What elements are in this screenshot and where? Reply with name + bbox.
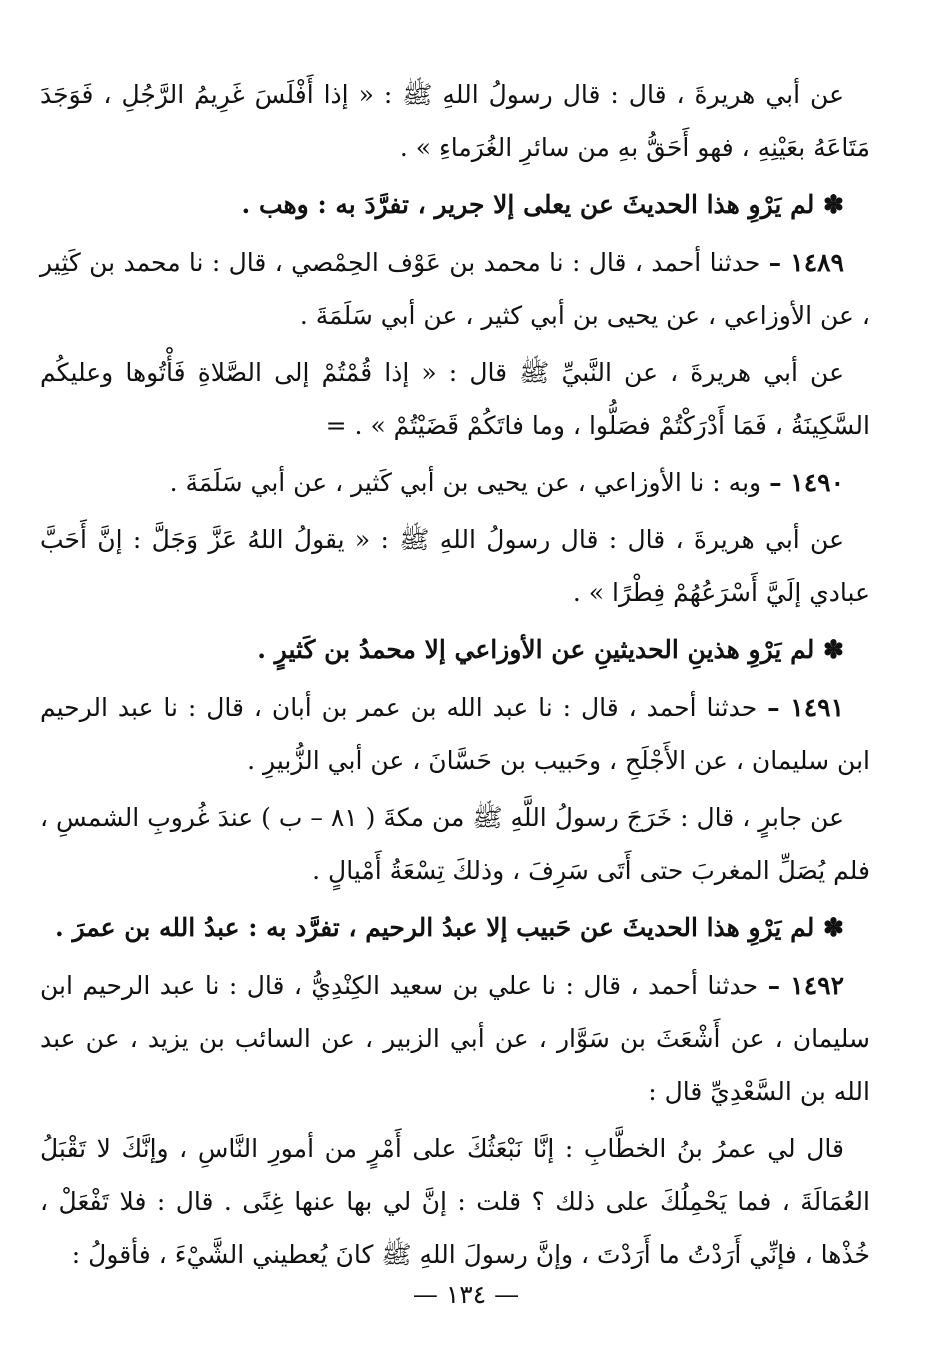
matn-paragraph: قال لي عمرُ بنُ الخطَّابِ : إنَّا نَبْعَثُكَ على أَمْرٍ من أمورِ النَّاسِ ، وإنَّكَ لا تَقْبَلُ العُمَالَةَ ، فما يَحْمِلُكَ على ذلك ؟ قلت : إنَّ لي بها عنها غِنًى . قال : فلا تَفْعَلْ ، خُذْها ، فإنِّي أَرَدْتُ ما أَرَدْتَ ، وإنَّ رسولَ اللهِ ﷺ كانَ يُعطيني الشَّيْءَ ، فأقولُ :	[40, 1134, 870, 1269]
matn-paragraph: عن أبي هريرةَ ، قال : قال رسولُ اللهِ ﷺ : « إذا أَفْلَسَ غَرِيمُ الرَّجُلِ ، فَوَجَدَ مَتَاعَهُ بعَيْنِهِ ، فهو أَحَقُّ بهِ من سائرِ الغُرَماءِ » .	[40, 80, 870, 162]
hadith-number: ١٤٩٢ –	[767, 971, 844, 1000]
commentary-note: ✽ لم يَرْوِ هذا الحديثَ عن حَبيب إلا عبدُ الرحيم ، تفرَّد به : عبدُ الله بن عمرَ .	[55, 913, 844, 942]
isnad-text: حدثنا أحمد ، قال : نا عبد الله بن عمر بن أبان ، قال : نا عبد الرحيم ابن سليمان ، عن الأَجْلَحِ ، وحَبيب بن حَسَّانَ ، عن أبي الزُّبيرِ .	[40, 693, 870, 775]
page-number: — ١٣٤ —	[412, 1280, 520, 1309]
isnad-text: وبه : نا الأوزاعي ، عن يحيى بن أبي كَثير ، عن أبي سَلَمَةَ .	[169, 468, 762, 497]
commentary-note: ✽ لم يَرْوِ هذينِ الحديثينِ عن الأوزاعي إلا محمدُ بن كَثيرٍ .	[257, 635, 844, 664]
hadith-number: ١٤٩١ –	[767, 693, 844, 722]
isnad-text: حدثنا أحمد ، قال : نا محمد بن عَوْف الحِمْصي ، قال : نا محمد بن كَثِير ، عن الأوزاعي ، عن يحيى بن أبي كثير ، عن أبي سَلَمَةَ .	[40, 248, 870, 330]
matn-paragraph: عن أبي هريرةَ ، عن النَّبيِّ ﷺ قال : « إذا قُمْتُمْ إلى الصَّلاةِ فَأْتُوها وعليكُم السَّكِينَةُ ، فَمَا أَدْرَكْتُمْ فصَلُّوا ، وما فاتَكُمْ قَضَيْتُمْ » . =	[40, 358, 870, 440]
isnad-text: حدثنا أحمد ، قال : نا علي بن سعيد الكِنْدِيُّ ، قال : نا عبد الرحيم ابن سليمان ، عن أَشْعَثَ بن سَوَّار ، عن أبي الزبير ، عن السائب بن يزيد ، عن عبد الله بن السَّعْدِيِّ قال :	[40, 971, 870, 1106]
hadith-isnad-1491	[40, 681, 870, 787]
matn-paragraph: عن جابرٍ ، قال : خَرَجَ رسولُ اللَّهِ ﷺ من مكةَ ( ٨١ – ب ) عندَ غُروبِ الشمسِ ، فلم يُصَلِّ المغربَ حتى أَتَى سَرِفَ ، وذلكَ تِسْعَةُ أَمْيالٍ .	[40, 803, 870, 885]
hadith-number: ١٤٨٩ –	[768, 248, 844, 277]
hadith-number: ١٤٩٠ –	[769, 468, 844, 497]
hadith-isnad-1489	[40, 236, 870, 342]
hadith-isnad-1492	[40, 959, 870, 1118]
page-body	[40, 68, 870, 1285]
hadith-isnad-1490	[40, 456, 870, 509]
matn-paragraph: عن أبي هريرةَ ، قال : قال رسولُ اللهِ ﷺ : « يقولُ اللهُ عَزَّ وَجَلَّ : إنَّ أَحَبَّ عبادي إلَيَّ أَسْرَعُهُمْ فِطْرًا » .	[40, 525, 870, 607]
commentary-note: ✽ لم يَرْوِ هذا الحديثَ عن يعلى إلا جرير ، تفرَّدَ به : وهب .	[241, 190, 844, 219]
